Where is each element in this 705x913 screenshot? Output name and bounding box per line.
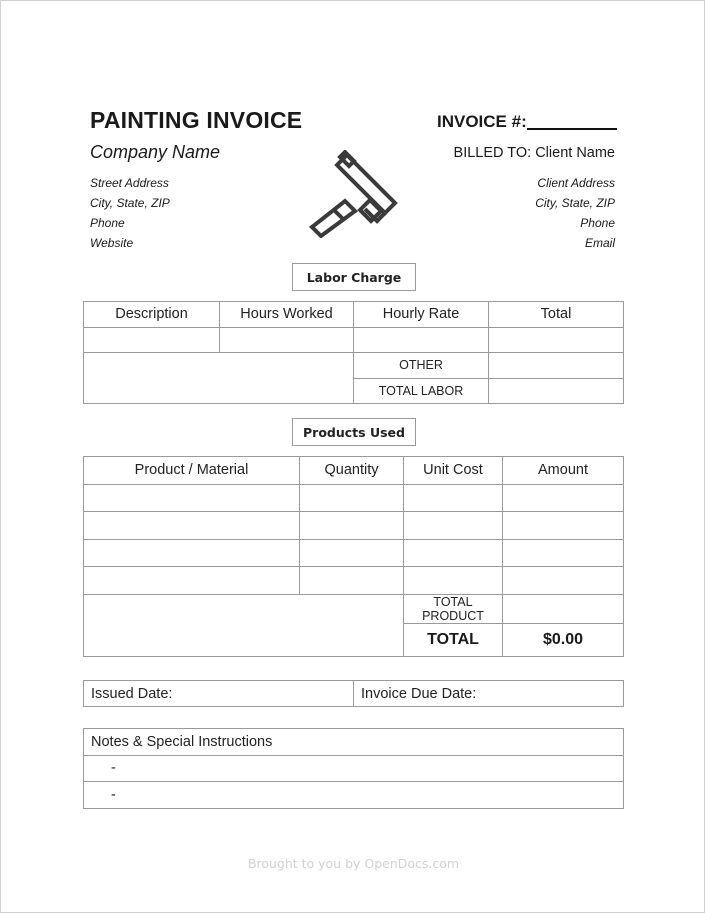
notes-line-2[interactable]: - xyxy=(84,782,624,809)
notes-title: Notes & Special Instructions xyxy=(84,729,624,756)
company-website: Website xyxy=(90,236,134,250)
column-header: Hours Worked xyxy=(220,302,354,328)
table-header-row xyxy=(84,302,624,328)
column-header: Total xyxy=(489,302,624,328)
grand-total-label: TOTAL xyxy=(404,623,503,656)
total-labor-value-cell[interactable] xyxy=(489,378,624,404)
invoice-number-field[interactable] xyxy=(527,128,617,130)
other-label: OTHER xyxy=(354,353,489,379)
issued-date-field[interactable]: Issued Date: xyxy=(84,681,354,707)
grand-total-value: $0.00 xyxy=(503,623,624,656)
client-phone: Phone xyxy=(580,216,615,230)
rate-cell[interactable] xyxy=(354,327,489,353)
amount-cell[interactable] xyxy=(503,484,624,512)
column-header: Description xyxy=(84,302,220,328)
amount-cell[interactable] xyxy=(503,539,624,567)
amount-cell[interactable] xyxy=(503,512,624,540)
invoice-title: PAINTING INVOICE xyxy=(90,107,303,133)
products-table xyxy=(83,456,624,657)
product-cell[interactable] xyxy=(84,512,300,540)
unit-cost-cell[interactable] xyxy=(404,567,503,595)
labor-table xyxy=(83,301,624,404)
products-used-label: Products Used xyxy=(292,418,416,446)
footer-credit: Brought to you by OpenDocs.com xyxy=(247,856,460,871)
unit-cost-cell[interactable] xyxy=(404,539,503,567)
client-details xyxy=(535,173,615,253)
quantity-cell[interactable] xyxy=(300,512,404,540)
table-row xyxy=(84,512,624,540)
street-address: Street Address xyxy=(90,176,169,190)
total-cell[interactable] xyxy=(489,327,624,353)
blank-area xyxy=(84,594,404,656)
other-value-cell[interactable] xyxy=(489,353,624,379)
billed-to: BILLED TO: Client Name xyxy=(453,145,615,161)
client-city-state-zip: City, State, ZIP xyxy=(535,196,615,210)
amount-cell[interactable] xyxy=(503,567,624,595)
hours-cell[interactable] xyxy=(220,327,354,353)
invoice-number-label: INVOICE #: xyxy=(437,112,527,131)
description-cell[interactable] xyxy=(84,327,220,353)
quantity-cell[interactable] xyxy=(300,539,404,567)
dates-row xyxy=(84,681,624,707)
unit-cost-cell[interactable] xyxy=(404,484,503,512)
notes-line-1[interactable]: - xyxy=(84,755,624,782)
company-name: Company Name xyxy=(90,142,221,162)
blank-area xyxy=(84,353,354,404)
column-header: Amount xyxy=(503,457,624,485)
table-row xyxy=(84,567,624,595)
product-cell[interactable] xyxy=(84,567,300,595)
notes-line xyxy=(84,782,624,809)
total-product-value-cell[interactable] xyxy=(503,594,624,623)
notes-line xyxy=(84,755,624,782)
table-row xyxy=(84,539,624,567)
dates-table xyxy=(83,680,624,707)
labor-charge-label: Labor Charge xyxy=(292,263,416,291)
column-header: Hourly Rate xyxy=(354,302,489,328)
notes-header-row xyxy=(84,729,624,756)
paint-roller-icon xyxy=(307,150,403,238)
product-cell[interactable] xyxy=(84,539,300,567)
column-header: Product / Material xyxy=(84,457,300,485)
quantity-cell[interactable] xyxy=(300,484,404,512)
table-row xyxy=(84,484,624,512)
column-header: Quantity xyxy=(300,457,404,485)
company-details xyxy=(90,173,170,253)
quantity-cell[interactable] xyxy=(300,567,404,595)
company-phone: Phone xyxy=(90,216,125,230)
total-labor-label: TOTAL LABOR xyxy=(354,378,489,404)
total-product-row xyxy=(84,594,624,623)
column-header: Unit Cost xyxy=(404,457,503,485)
total-product-label: TOTAL PRODUCT xyxy=(404,594,503,623)
product-cell[interactable] xyxy=(84,484,300,512)
unit-cost-cell[interactable] xyxy=(404,512,503,540)
notes-table xyxy=(83,728,624,809)
client-email: Email xyxy=(584,236,615,250)
other-row xyxy=(84,353,624,379)
table-header-row xyxy=(84,457,624,485)
table-row xyxy=(84,327,624,353)
client-address: Client Address xyxy=(537,176,615,190)
invoice-due-date-field[interactable]: Invoice Due Date: xyxy=(354,681,624,707)
city-state-zip: City, State, ZIP xyxy=(90,196,170,210)
